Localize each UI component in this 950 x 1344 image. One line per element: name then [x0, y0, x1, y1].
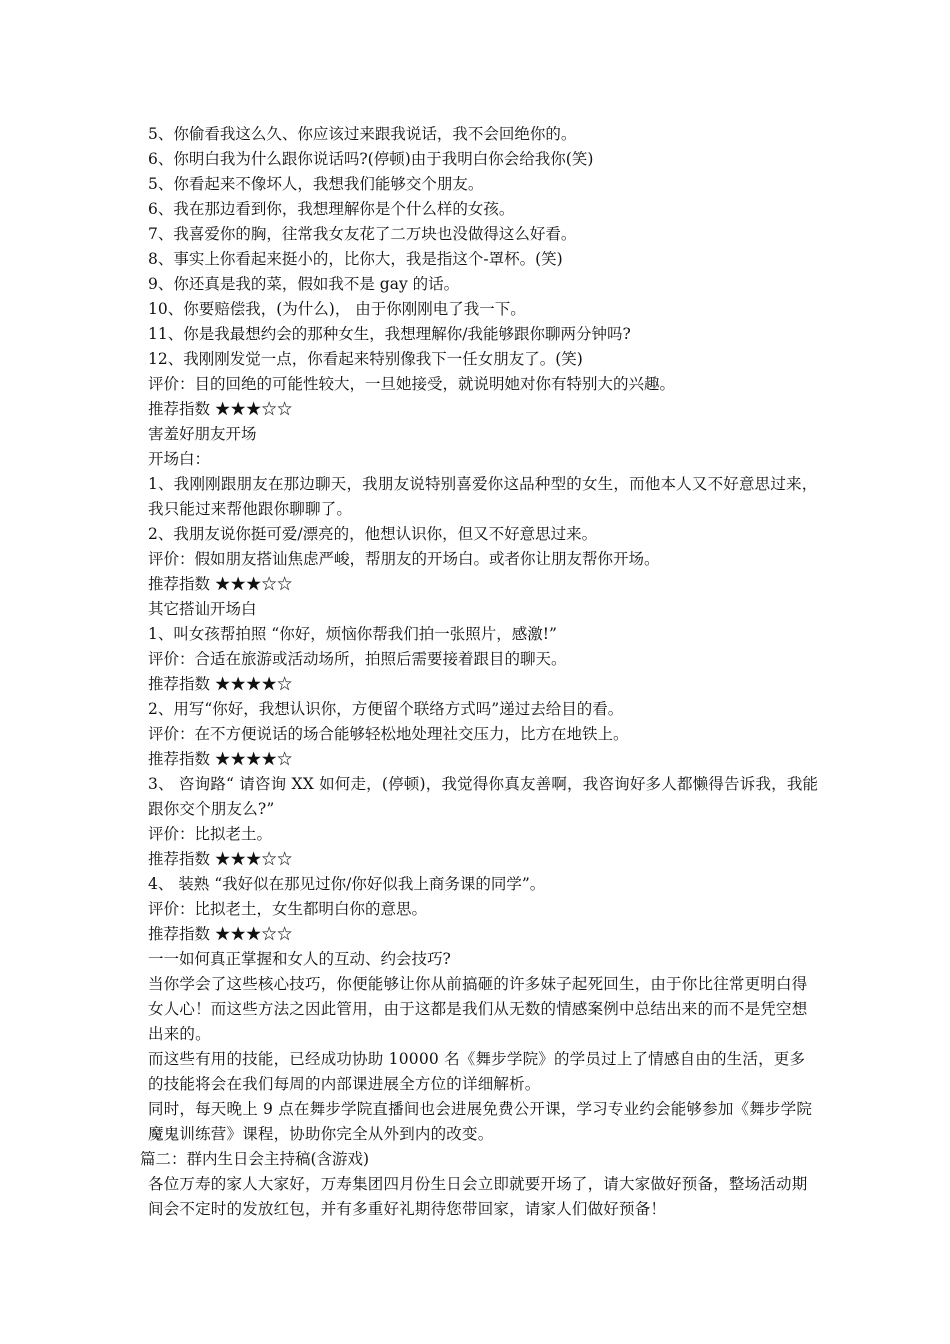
text-line: 同时，每天晚上 9 点在舞步学院直播间也会进展免费公开课，学习专业约会能够参加《舞步学院魔鬼训练营》课程，协助你完全从外到内的改变。 [148, 1100, 813, 1143]
text-line: 而这些有用的技能，已经成功协助 10000 名《舞步学院》的学员过上了情感自由的生活，更多的技能将会在我们每周的内部课进展全方位的详细解析。 [148, 1050, 806, 1093]
text-line: 10、你要赔偿我，(为什么)， 由于你刚刚电了我一下。 [148, 300, 526, 318]
text-line: 5、你偷看我这么久、你应该过来跟我说话，我不会回绝你的。 [148, 125, 577, 143]
text-line: 推荐指数 ★★★☆☆ [148, 400, 293, 418]
text-line: 害羞好朋友开场 [148, 425, 257, 443]
text-line: 11、你是我最想约会的那种女生，我想理解你/我能够跟你聊两分钟吗? [148, 325, 631, 343]
document-body [140, 122, 820, 1222]
text-line: 2、用写“你好，我想认识你，方便留个联络方式吗”递过去给目的看。 [148, 700, 624, 718]
text-line: 推荐指数 ★★★☆☆ [148, 925, 293, 943]
text-line: 评价：目的回绝的可能性较大，一旦她接受，就说明她对你有特别大的兴趣。 [148, 375, 676, 393]
text-line: 1、我刚刚跟朋友在那边聊天，我朋友说特别喜爱你这品种型的女生，而他本人又不好意思过来，我只能过来帮他跟你聊聊了。 [148, 475, 818, 518]
text-line: 6、你明白我为什么跟你说话吗?(停顿)由于我明白你会给我你(笑) [148, 150, 594, 168]
text-line: 7、我喜爱你的胸，往常我女友花了二万块也没做得这么好看。 [148, 225, 577, 243]
text-line: 评价：比拟老土，女生都明白你的意思。 [148, 900, 428, 918]
text-line: 篇二：群内生日会主持稿(含游戏) [140, 1150, 370, 1168]
text-line: 一一如何真正掌握和女人的互动、约会技巧? [148, 950, 451, 968]
text-line: 2、我朋友说你挺可爱/漂亮的，他想认识你，但又不好意思过来。 [148, 525, 598, 543]
text-line: 推荐指数 ★★★☆☆ [148, 575, 293, 593]
text-line: 当你学会了这些核心技巧，你便能够让你从前搞砸的许多妹子起死回生，由于你比往常更明白得女人心！而这些方法之因此管用，由于这都是我们从无数的情感案例中总结出来的而不是凭空想出来的。 [148, 975, 808, 1043]
text-line: 推荐指数 ★★★★☆ [148, 750, 293, 768]
text-line: 6、我在那边看到你，我想理解你是个什么样的女孩。 [148, 200, 515, 218]
text-line: 推荐指数 ★★★★☆ [148, 675, 293, 693]
text-line: 评价：假如朋友搭讪焦虑严峻，帮朋友的开场白。或者你让朋友帮你开场。 [148, 550, 660, 568]
text-line: 9、你还真是我的菜，假如我不是 gay 的话。 [148, 275, 460, 293]
text-line: 评价：比拟老土。 [148, 825, 273, 843]
text-line: 评价：合适在旅游或活动场所，拍照后需要接着跟目的聊天。 [148, 650, 567, 668]
text-line: 各位万寿的家人大家好，万寿集团四月份生日会立即就要开场了，请大家做好预备，整场活动期间会不定时的发放红包，并有多重好礼期待您带回家，请家人们做好预备！ [148, 1175, 808, 1218]
text-line: 评价：在不方便说话的场合能够轻松地处理社交压力，比方在地铁上。 [148, 725, 629, 743]
text-line: 推荐指数 ★★★☆☆ [148, 850, 293, 868]
text-line: 4、 装熟 “我好似在那见过你/你好似我上商务课的同学”。 [148, 875, 546, 893]
text-line: 8、事实上你看起来挺小的，比你大，我是指这个-罩杯。(笑) [148, 250, 563, 268]
text-line: 12、我刚刚发觉一点，你看起来特别像我下一任女朋友了。(笑) [148, 350, 583, 368]
text-line: 开场白： [148, 450, 211, 468]
text-line: 5、你看起来不像坏人，我想我们能够交个朋友。 [148, 175, 484, 193]
text-line: 其它搭讪开场白 [148, 600, 257, 618]
text-line: 3、 咨询路“ 请咨询 XX 如何走，(停顿)，我觉得你真友善啊，我咨询好多人都懒得告诉我，我能跟你交个朋友么?” [148, 775, 819, 818]
text-line: 1、叫女孩帮拍照 “你好，烦恼你帮我们拍一张照片，感激!” [148, 625, 557, 643]
